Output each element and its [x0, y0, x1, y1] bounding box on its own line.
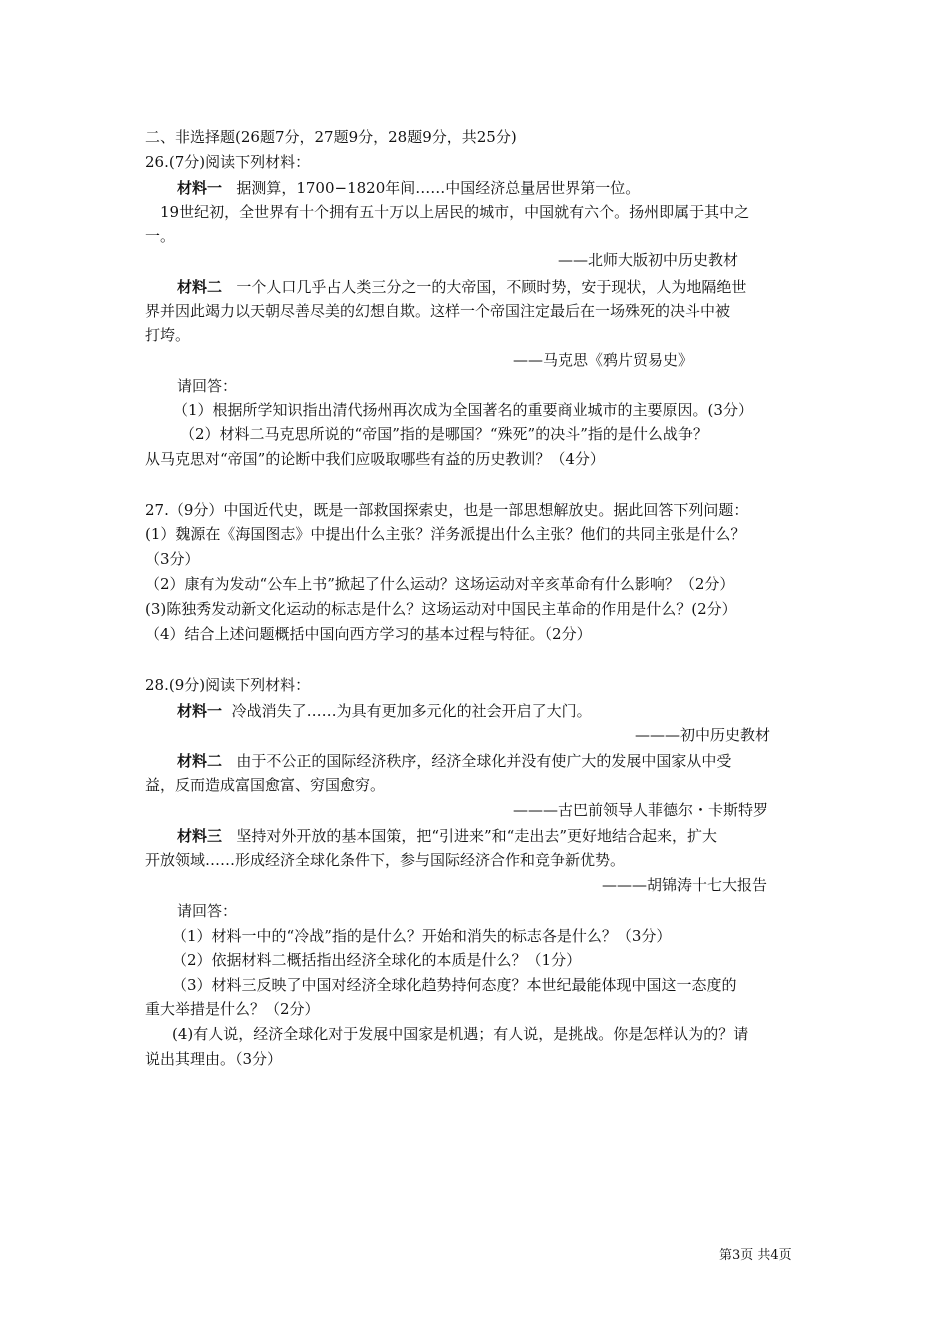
q28-answer-prompt: 请回答：	[177, 902, 238, 920]
q28-material2-source: ———古巴前领导人菲德尔・卡斯特罗	[513, 801, 769, 819]
q28-material1-line1	[177, 701, 592, 721]
q28-material1-source: ———初中历史教材	[635, 726, 771, 744]
q27-subquestion-1-line1: (1）魏源在《海国图志》中提出什么主张？洋务派提出什么主张？他们的共同主张是什么？	[145, 525, 746, 543]
q28-material2-line2: 益，反而造成富国愈富、穷国愈穷。	[145, 776, 386, 794]
q26-material1-label: 材料一	[177, 179, 223, 197]
q28-material3-text: 坚持对外开放的基本国策，把“引进来”和“走出去”更好地结合起来，扩大	[236, 827, 718, 845]
q26-material2-text: 一个人口几乎占人类三分之一的大帝国，不顾时势，安于现状，人为地隔绝世	[236, 278, 747, 296]
q28-material2-label: 材料二	[177, 752, 223, 770]
q28-material3-line2: 开放领域……形成经济全球化条件下，参与国际经济合作和竞争新优势。	[145, 851, 626, 869]
q28-subquestion-3-line1: （3）材料三反映了中国对经济全球化趋势持何态度？本世纪最能体现中国这一态度的	[172, 976, 737, 994]
section-title: 二、非选择题(26题7分，27题9分，28题9分，共25分)	[145, 128, 517, 146]
q26-material2-label: 材料二	[177, 278, 223, 296]
q26-material2-source: ——马克思《鸦片贸易史》	[513, 351, 694, 369]
q26-subquestion-2-line2: 从马克思对“帝国”的论断中我们应吸取哪些有益的历史教训？（4分）	[145, 450, 605, 468]
q28-material3-line1	[177, 826, 717, 846]
q26-material2-line1	[177, 277, 746, 297]
q26-heading: 26.(7分)阅读下列材料：	[145, 153, 311, 171]
q27-subquestion-2: （2）康有为发动“公车上书”掀起了什么运动？这场运动对辛亥革命有什么影响？（2分）	[145, 575, 735, 593]
q28-material2-text: 由于不公正的国际经济秩序，经济全球化并没有使广大的发展中国家从中受	[236, 752, 732, 770]
q26-material1-line1	[177, 178, 640, 198]
q27-subquestion-1-line2: （3分）	[145, 550, 200, 568]
q28-heading: 28.(9分)阅读下列材料：	[145, 676, 311, 694]
q28-material3-label: 材料三	[177, 827, 223, 845]
q26-material1-line3: 一。	[145, 227, 176, 245]
q26-material1-text: 据测算，1700−1820年间……中国经济总量居世界第一位。	[236, 179, 641, 197]
q27-subquestion-4: （4）结合上述问题概括中国向西方学习的基本过程与特征。（2分）	[145, 625, 592, 643]
q26-subquestion-1: （1）根据所学知识指出清代扬州再次成为全国著名的重要商业城市的主要原因。(3分）	[173, 401, 753, 419]
q26-answer-prompt: 请回答：	[177, 377, 238, 395]
q27-subquestion-3: (3)陈独秀发动新文化运动的标志是什么？这场运动对中国民主革命的作用是什么？(2分）	[145, 600, 737, 618]
q28-material1-label: 材料一	[177, 702, 223, 720]
q28-subquestion-4-line2: 说出其理由。（3分）	[145, 1050, 283, 1068]
q28-subquestion-4-line1: (4)有人说，经济全球化对于发展中国家是机遇；有人说，是挑战。你是怎样认为的？请	[172, 1025, 749, 1043]
q26-material1-line2: 19世纪初，全世界有十个拥有五十万以上居民的城市，中国就有六个。扬州即属于其中之	[160, 203, 750, 221]
q28-subquestion-1: （1）材料一中的“冷战”指的是什么？开始和消失的标志各是什么？（3分）	[172, 927, 672, 945]
q28-material3-source: ———胡锦涛十七大报告	[602, 876, 768, 894]
q28-material2-line1	[177, 751, 731, 771]
q26-material2-line2: 界并因此竭力以天朝尽善尽美的幻想自欺。这样一个帝国注定最后在一场殊死的决斗中被	[145, 302, 731, 320]
q28-subquestion-3-line2: 重大举措是什么？（2分）	[145, 1000, 320, 1018]
page-number-footer: 第3页 共4页	[719, 1248, 792, 1263]
q28-material1-text: 冷战消失了……为具有更加多元化的社会开启了大门。	[231, 702, 592, 720]
q26-material1-source: ——北师大版初中历史教材	[558, 251, 739, 269]
q26-material2-line3: 打垮。	[145, 326, 191, 344]
q26-subquestion-2-line1: （2）材料二马克思所说的“帝国”指的是哪国？“殊死”的决斗”指的是什么战争？	[180, 425, 708, 443]
q27-heading: 27.（9分）中国近代史，既是一部救国探索史，也是一部思想解放史。据此回答下列问题：	[145, 501, 749, 519]
q28-subquestion-2: （2）依据材料二概括指出经济全球化的本质是什么？（1分）	[172, 951, 582, 969]
